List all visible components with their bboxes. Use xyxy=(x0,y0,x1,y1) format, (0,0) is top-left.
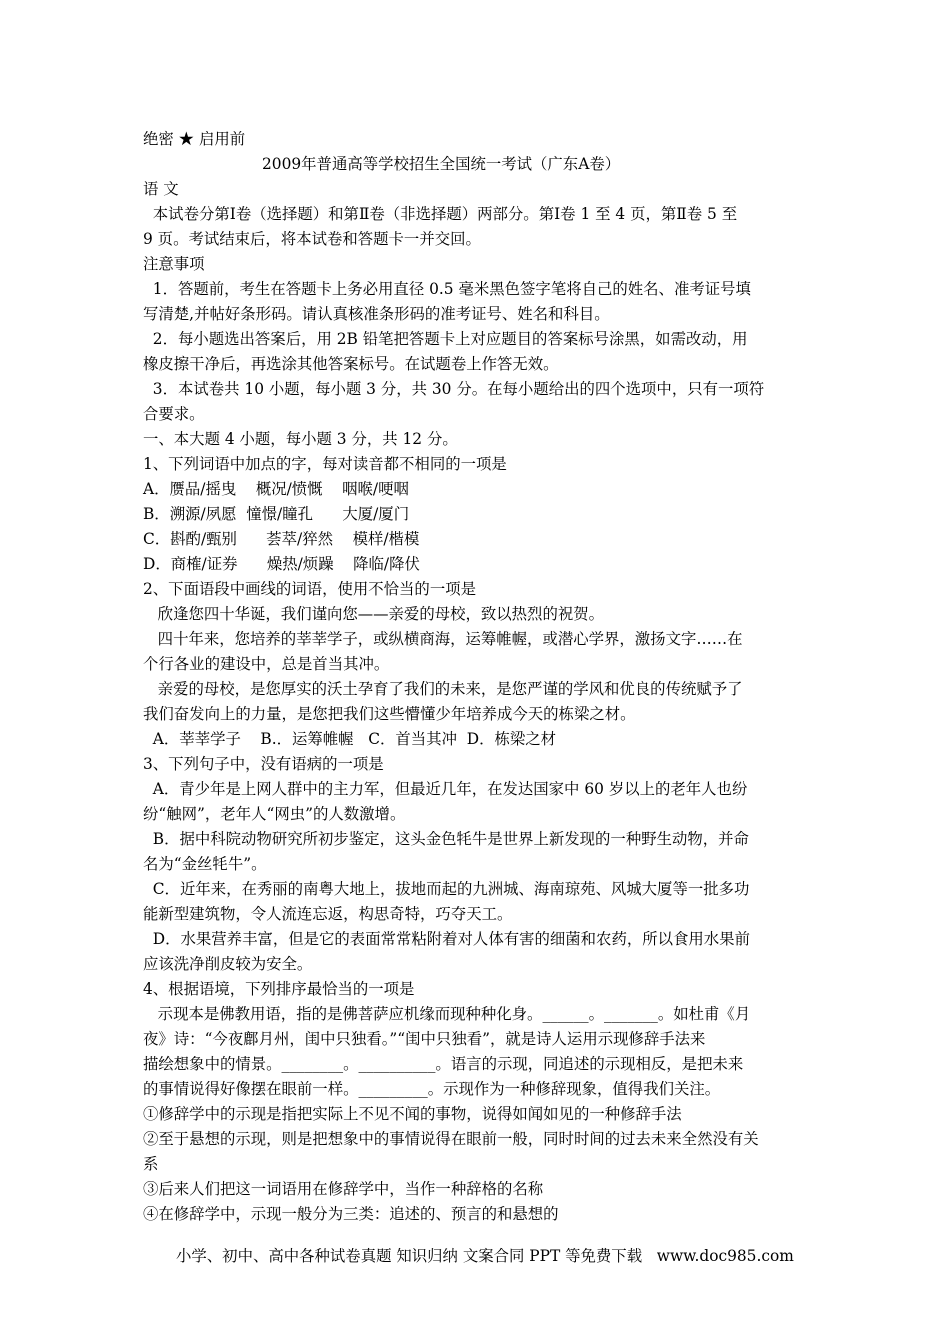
exam-title: 2009年普通高等学校招生全国统一考试（广东A卷） xyxy=(262,155,621,173)
question-4-line: 描绘想象中的情景。________。__________。语言的示现，同追述的示现相反，是把未来 xyxy=(143,1055,744,1073)
question-4-item: ①修辞学中的示现是指把实际上不见不闻的事物，说得如闻如见的一种修辞手法 xyxy=(143,1105,682,1123)
secret-label: 绝密 ★ 启用前 xyxy=(143,130,246,148)
question-1-option-a: A．赝品/摇曳 概况/愤慨 咽喉/哽咽 xyxy=(143,480,409,498)
question-3-line: 纷“触网”，老年人“网虫”的人数激增。 xyxy=(143,805,406,823)
question-3-stem: 3、下列句子中，没有语病的一项是 xyxy=(143,755,384,773)
section-heading: 一、本大题 4 小题，每小题 3 分，共 12 分。 xyxy=(143,430,458,448)
notice-line: 合要求。 xyxy=(143,405,205,423)
question-1-stem: 1、下列词语中加点的字，每对读音都不相同的一项是 xyxy=(143,455,507,473)
notice-line: 写清楚,并帖好条形码。请认真核准条形码的准考证号、姓名和科目。 xyxy=(143,305,610,323)
notice-line: 橡皮擦干净后，再选涂其他答案标号。在试题卷上作答无效。 xyxy=(143,355,559,373)
question-4-line: 示现本是佛教用语，指的是佛菩萨应机缘而现种种化身。______。_______。如杜甫《月 xyxy=(143,1005,751,1023)
question-3-line: 能新型建筑物，令人流连忘返，构思奇特，巧夺天工。 xyxy=(143,905,513,923)
question-3-line: A．青少年是上网人群中的主力军，但最近几年，在发达国家中 60 岁以上的老年人也纷 xyxy=(143,780,748,798)
notice-line: 1．答题前，考生在答题卡上务必用直径 0.5 毫米黑色签字笔将自己的姓名、准考证号填 xyxy=(143,280,751,298)
question-4-item: 系 xyxy=(143,1155,159,1173)
question-2-line: 四十年来，您培养的莘莘学子，或纵横商海，运筹帷幄，或潜心学界，激扬文字……在 xyxy=(143,630,743,648)
subject-label: 语 文 xyxy=(143,180,179,198)
question-3-line: 应该洗净削皮较为安全。 xyxy=(143,955,313,973)
question-4-item: ③后来人们把这一词语用在修辞学中，当作一种辞格的名称 xyxy=(143,1180,544,1198)
question-4-line: 的事情说得好像摆在眼前一样。_________。示现作为一种修辞现象，值得我们关注。 xyxy=(143,1080,721,1098)
intro-line: 9 页。考试结束后，将本试卷和答题卡一并交回。 xyxy=(143,230,481,248)
question-2-stem: 2、下面语段中画线的词语，使用不恰当的一项是 xyxy=(143,580,476,598)
question-2-line: 个行各业的建设中，总是首当其冲。 xyxy=(143,655,390,673)
question-1-option-d: D．商榷/证券 燥热/烦躁 降临/降伏 xyxy=(143,555,420,573)
question-2-options: A．莘莘学子 B.．运筹帷幄 C．首当其冲 D．栋梁之材 xyxy=(143,730,557,748)
notice-heading: 注意事项 xyxy=(143,255,205,273)
footer-text: 小学、初中、高中各种试卷真题 知识归纳 文案合同 PPT 等免费下载 www.doc985.com xyxy=(176,1247,794,1265)
question-2-line: 我们奋发向上的力量，是您把我们这些懵懂少年培养成今天的栋梁之材。 xyxy=(143,705,636,723)
question-3-line: C．近年来，在秀丽的南粤大地上，拔地而起的九洲城、海南琼苑、风城大厦等一批多功 xyxy=(143,880,750,898)
question-1-option-b: B．溯源/夙愿 憧憬/瞳孔 大厦/厦门 xyxy=(143,505,410,523)
question-1-option-c: C．斟酌/甄别 荟萃/猝然 模样/楷模 xyxy=(143,530,420,548)
question-4-item: ④在修辞学中，示现一般分为三类：追述的、预言的和悬想的 xyxy=(143,1205,559,1223)
question-3-line: D．水果营养丰富，但是它的表面常常粘附着对人体有害的细菌和农药，所以食用水果前 xyxy=(143,930,750,948)
question-4-line: 夜》诗：“今夜鄜月州，闺中只独看。”“闺中只独看”，就是诗人运用示现修辞手法来 xyxy=(143,1030,706,1048)
question-3-line: 名为“金丝牦牛”。 xyxy=(143,855,267,873)
notice-line: 2．每小题选出答案后，用 2B 铅笔把答题卡上对应题目的答案标号涂黑，如需改动，用 xyxy=(143,330,748,348)
question-2-line: 亲爱的母校，是您厚实的沃土孕育了我们的未来，是您严谨的学风和优良的传统赋予了 xyxy=(143,680,743,698)
notice-line: 3．本试卷共 10 小题，每小题 3 分，共 30 分。在每小题给出的四个选项中，只有一项符 xyxy=(143,380,765,398)
question-3-line: B．据中科院动物研究所初步鉴定，这头金色牦牛是世界上新发现的一种野生动物，并命 xyxy=(143,830,749,848)
question-4-item: ②至于悬想的示现，则是把想象中的事情说得在眼前一般，同时时间的过去未来全然没有关 xyxy=(143,1130,759,1148)
intro-line: 本试卷分第Ⅰ卷（选择题）和第Ⅱ卷（非选择题）两部分。第Ⅰ卷 1 至 4 页，第Ⅱ卷 5 至 xyxy=(143,205,738,223)
question-4-stem: 4、根据语境，下列排序最恰当的一项是 xyxy=(143,980,415,998)
question-2-line: 欣逢您四十华诞，我们谨向您——亲爱的母校，致以热烈的祝贺。 xyxy=(143,605,605,623)
